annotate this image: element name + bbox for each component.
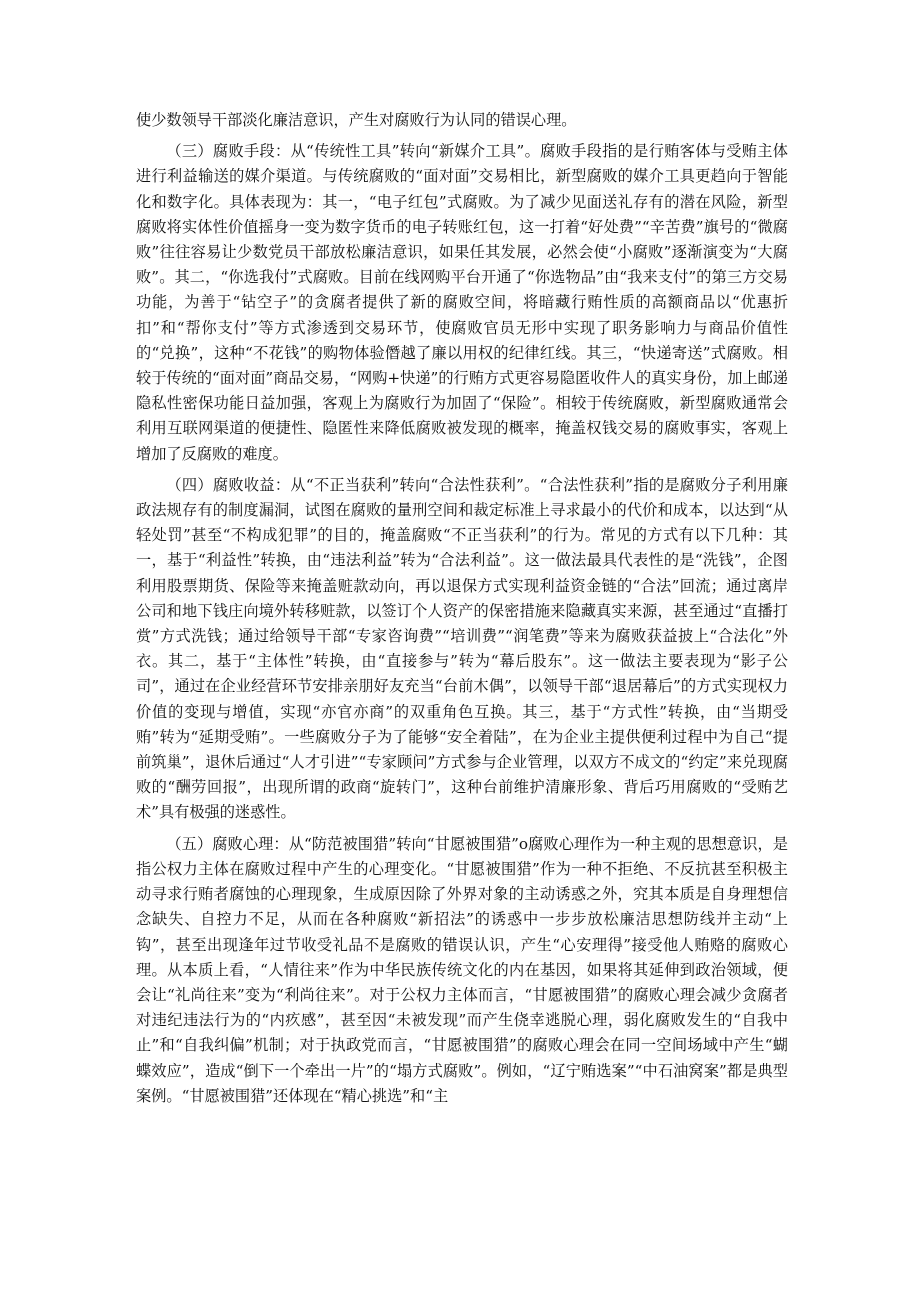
paragraph-corruption-psychology: （五）腐败心理：从“防范被围猎”转向“甘愿被围猎”o腐败心理作为一种主观的思想意识，是指公权力主体在腐败过程中产生的心理变化。“甘愿被围猎”作为一种不拒绝、不反抗甚至积极主动寻求行贿者腐蚀的心理现象，生成原因除了外界对象的主动诱惑之外，究其本质是自身理想信念缺失、自控力不足，从而在各种腐败“新招法”的诱惑中一步步放松廉洁思想防线并主动“上钩”，甚至出现逢年过节收受礼品不是腐败的错误认识，产生“心安理得”接受他人贿赂的腐败心理。从本质上看，“人情往来”作为中华民族传统文化的内在基因，如果将其延伸到政治领域，便会让“礼尚往来”变为“利尚往来”。对于公权力主体而言，“甘愿被围猎”的腐败心理会减少贪腐者对违纪违法行为的“内疚感”，甚至因“未被发现”而产生侥幸逃脱心理，弱化腐败发生的“自我中止”和“自我纠偏”机制；对于执政党而言，“甘愿被围猎”的腐败心理会在同一空间场域中产生“蝴蝶效应”，造成“倒下一个牵出一片”的“塌方式腐败”。例如，“辽宁贿选案”“中石油窝案”都是典型案例。“甘愿被围猎”还体现在“精心挑选”和“主	[136, 834, 788, 1105]
paragraph-corruption-gains: （四）腐败收益：从“不正当获利”转向“合法性获利”。“合法性获利”指的是腐败分子利用廉政法规存有的制度漏洞，试图在腐败的量刑空间和裁定标准上寻求最小的代价和成本，以达到“从轻处罚”甚至“不构成犯罪”的目的，掩盖腐败“不正当获利”的行为。常见的方式有以下几种：其一，基于“利益性”转换，由“违法利益”转为“合法利益”。这一做法最具代表性的是“洗钱”，企图利用股票期货、保险等来掩盖赃款动向，再以退保方式实现利益资金链的“合法”回流；通过离岸公司和地下钱庄向境外转移赃款，以签订个人资产的保密措施来隐藏真实来源，甚至通过“直播打赏”方式洗钱；通过给领导干部“专家咨询费”“培训费”“润笔费”等来为腐败获益披上“合法化”外衣。其二，基于“主体性”转换，由“直接参与”转为“幕后股东”。这一做法主要表现为“影子公司”，通过在企业经营环节安排亲朋好友充当“台前木偶”，以领导干部“退居幕后”的方式实现权力价值的变现与增值，实现“亦官亦商”的双重角色互换。其三，基于“方式性”转换，由“当期受贿”转为“延期受贿”。一些腐败分子为了能够“安全着陆”，在为企业主提供便利过程中为自己“提前筑巢”，退休后通过“人才引进”“专家顾问”方式参与企业管理，以双方不成文的“约定”来兑现腐败的“酬劳回报”，出现所谓的政商“旋转门”，这种台前维护清廉形象、背后巧用腐败的“受贿艺术”具有极强的迷惑性。	[136, 475, 788, 822]
paragraph-continuation: 使少数领导干部淡化廉洁意识，产生对腐败行为认同的错误心理。	[136, 111, 577, 129]
paragraph-corruption-means: （三）腐败手段：从“传统性工具”转向“新媒介工具”。腐败手段指的是行贿客体与受贿主体进行利益输送的媒介渠道。与传统腐败的“面对面”交易相比，新型腐败的媒介工具更趋向于智能化和数字化。具体表现为：其一，“电子红包”式腐败。为了减少见面送礼存有的潜在风险，新型腐败将实体性价值摇身一变为数字货币的电子转账红包，这一打着“好处费”“辛苦费”旗号的“微腐败”往往容易让少数党员干部放松廉洁意识，如果任其发展，必然会使“小腐败”逐渐演变为“大腐败”。其二，“你选我付”式腐败。目前在线网购平台开通了“你选物品”由“我来支付”的第三方交易功能，为善于“钻空子”的贪腐者提供了新的腐败空间，将暗藏行贿性质的高额商品以“优惠折扣”和“帮你支付”等方式渗透到交易环节，使腐败官员无形中实现了职务影响力与商品价值性的“兑换”，这种“不花钱”的购物体验僭越了廉以用权的纪律红线。其三，“快递寄送”式腐败。相较于传统的“面对面”商品交易，“网购+快递”的行贿方式更容易隐匿收件人的真实身份，加上邮递隐私性密保功能日益加强，客观上为腐败行为加固了“保险”。相较于传统腐败，新型腐败通常会利用互联网渠道的便捷性、隐匿性来降低腐败被发现的概率，掩盖权钱交易的腐败事实，客观上增加了反腐败的难度。	[136, 142, 788, 463]
document-body	[136, 108, 788, 1115]
